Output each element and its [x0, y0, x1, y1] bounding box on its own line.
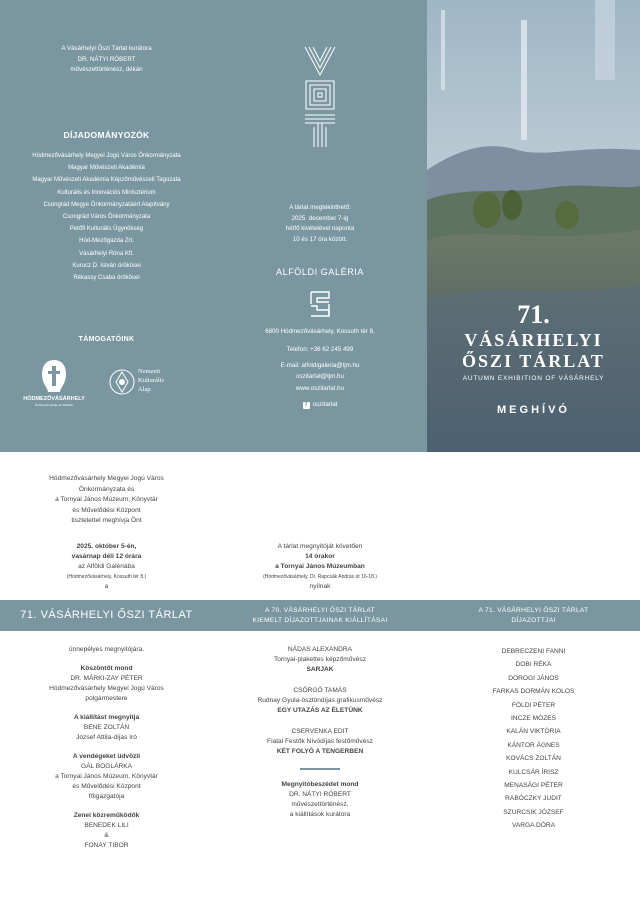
donor-item: Hód-Mezőgazda Zrt.: [79, 238, 134, 245]
laureate: INCZE MÓZES: [510, 715, 557, 723]
artist-name: NÁDAS ALEXANDRA: [287, 646, 353, 653]
visit-line: hétfő kivételével naponta: [285, 225, 355, 232]
place-suffix: a: [104, 583, 109, 590]
opener-label: A kiállítást megnyitja: [73, 714, 140, 721]
after-line: A tárlat megnyitóját követően: [277, 543, 363, 550]
section-band: [0, 600, 640, 631]
exhibition-title: KÉT FOLYÓ A TENGERBEN: [276, 748, 364, 755]
gallery-emails: [213, 361, 427, 382]
music-amp: &: [104, 832, 109, 839]
town-logo-tagline: Ösztönzött jövője az Alföldön: [34, 403, 74, 407]
closing-person: DR. NÁTYI RÓBERT: [289, 791, 351, 798]
artist-role: Fiatal Festők Nívódíjas festőművész: [267, 738, 373, 745]
laureate: VARGA DÓRA: [511, 822, 556, 830]
welcome-label: A vendégeket üdvözli: [72, 753, 141, 760]
laureate: KULCSÁR ÍRISZ: [508, 768, 559, 776]
after-address: (Hódmezővásárhely, Dr. Rapcsák András út 16-18.): [263, 574, 377, 580]
program-column: [0, 645, 213, 851]
opener-block: [0, 713, 213, 743]
music-person: BENEDEK LILI: [84, 822, 129, 829]
laureate: SZURCSIK JÓZSEF: [503, 808, 564, 816]
place-address: (Hódmezővásárhely, Kossuth tér 8.): [66, 574, 147, 580]
greeting-block: [0, 664, 213, 704]
donor-item: Csongrád Város Önkormányzata: [62, 214, 151, 221]
laureate: FARKAS DORMÁN KOLOS: [492, 688, 575, 696]
artist-name: CSÖRGŐ TAMÁS: [293, 687, 347, 694]
gallery-name: ALFÖLDI GALÉRIA: [275, 267, 365, 277]
donors-heading: DÍJADOMÁNYOZÓK: [63, 130, 150, 140]
hodmezovasarhely-logo: [22, 358, 86, 408]
closing-role: a kiállítások kurátora: [289, 811, 351, 818]
donor-item: Csongrád Megye Önkormányzatáért Alapítvány: [43, 201, 170, 208]
laureate: DEBRECZENI FANNI: [501, 648, 566, 655]
greeting-person: DR. MÁRKI-ZAY PÉTER: [70, 675, 143, 682]
artist-name: CSERVENKA EDIT: [291, 728, 349, 735]
nka-line: Kulturális: [138, 377, 164, 384]
gallery-address: 6800 Hódmezővásárhely, Kossuth tér 8.: [265, 328, 375, 335]
cover-panel: [427, 0, 640, 452]
greeting-role: Hódmezővásárhely Megyei Jogú Város: [49, 685, 164, 692]
laureate: DOBI RÉKA: [515, 661, 552, 669]
band-line: A 70. VÁSÁRHELYI ŐSZI TÁRLAT: [265, 607, 375, 614]
donor-item: Vásárhelyi Róna Kft.: [79, 250, 134, 257]
donor-item: Kurucz D. István örökösei: [72, 262, 141, 269]
artist-role: Rudnay Gyula-ösztöndíjas grafikusművész: [257, 697, 383, 704]
town-logo-name: HÓDMEZŐVÁSÁRHELY: [23, 396, 85, 402]
music-person: FONAY TIBOR: [84, 842, 129, 849]
gallery-phone: Telefon: +36 62 245 499: [286, 346, 354, 353]
nka-logo: [108, 362, 188, 402]
after-place: a Tornyai János Múzeumban: [275, 563, 365, 570]
band-line: KIEMELT DÍJAZOTTJAINAK KIÁLLÍTÁSAI: [252, 617, 388, 624]
laureate: KOVÁCS ZOLTÁN: [506, 755, 561, 763]
exhibition-title: SARJAK: [306, 666, 334, 673]
opener-role: József Attila-díjas író: [76, 734, 137, 741]
exhibition-title: EGY UTAZÁS AZ ÉLETÜNK: [277, 707, 363, 714]
invitation-intro: [0, 474, 213, 527]
intro-line: és Művelődési Központ: [72, 506, 141, 514]
welcome-block: [0, 752, 213, 802]
invitation-date: [0, 542, 213, 592]
invitation-after: [213, 542, 427, 592]
laureates-list: [427, 645, 640, 833]
curator-line: művészettörténész, dékán: [70, 66, 143, 73]
facebook-handle: oszitarlat: [312, 401, 338, 408]
laureate: MENASÁGI PÉTER: [504, 782, 563, 790]
welcome-role: a Tornyai János Múzeum, Könyvtár: [55, 773, 158, 780]
email-line[interactable]: E-mail: alfoldigaleria@tjm.hu: [280, 362, 360, 369]
invite-label: MEGHÍVÓ: [497, 404, 570, 416]
title-line1: VÁSÁRHELYI: [464, 330, 603, 350]
curator-line: DR. NÁTYI RÓBERT: [77, 55, 136, 63]
band-line: A 71. VÁSÁRHELYI ŐSZI TÁRLAT: [478, 607, 589, 614]
band-exhibitions-title: [213, 606, 427, 626]
band-line: DÍJAZOTTJAI: [511, 617, 556, 624]
intro-line: Önkormányzata és: [78, 485, 135, 493]
supporters-section: [0, 336, 213, 343]
exhibition-item: [213, 686, 427, 716]
email-line[interactable]: oszitarlat@tjm.hu: [296, 372, 344, 380]
visit-line: 10 és 17 óra között.: [292, 235, 348, 243]
curator-credit: [0, 44, 213, 76]
artist-role: Tornyai-plakettes képzőművész: [274, 656, 366, 663]
closing-role: művészettörténész,: [291, 801, 349, 808]
nka-line: Alap: [138, 386, 151, 393]
gallery-logo: [309, 290, 331, 318]
donor-item: Hódmezővásárhely Megyei Jogú Város Önkormányzata: [32, 153, 181, 159]
closing-label: Megnyitóbeszédet mond: [281, 781, 359, 788]
greeting-label: Köszöntőt mond: [80, 665, 133, 672]
date-line: 2025. október 5-én,: [76, 543, 137, 550]
cover-title: [427, 300, 640, 416]
exhibitions-column: [213, 645, 427, 820]
welcome-person: GÁL BOGLÁRKA: [80, 763, 133, 770]
opening-line: ünnepélyes megnyitójára.: [68, 646, 145, 653]
vot-emblem: [303, 45, 337, 149]
edition-number: 71.: [517, 300, 550, 329]
donors-section: [0, 130, 213, 284]
title-line2: ŐSZI TÁRLAT: [462, 351, 605, 371]
after-suffix: nyílnak: [309, 583, 331, 590]
exhibition-item: [213, 645, 427, 675]
music-label: Zenei közreműködők: [73, 812, 140, 819]
band-main-title: 71. VÁSÁRHELYI ŐSZI TÁRLAT: [20, 609, 193, 621]
opener-person: BENE ZOLTÁN: [83, 724, 130, 731]
website-link[interactable]: www.oszitarlat.hu: [295, 385, 345, 392]
visit-line: 2025. december 7-ig: [291, 214, 349, 222]
donor-item: Magyar Művészeti Akadémia: [68, 165, 145, 172]
divider: [300, 768, 340, 770]
facebook-link[interactable]: [213, 400, 427, 411]
after-time: 14 órakor: [305, 553, 335, 560]
music-block: [0, 811, 213, 851]
curator-line: A Vásárhelyi Őszi Tárlat kurátora: [61, 45, 152, 52]
welcome-role: főigazgatója: [88, 793, 125, 800]
donors-list: [0, 150, 213, 284]
place-line: az Alföldi Galériába: [78, 563, 135, 570]
closing-block: [213, 780, 427, 820]
visit-line: A tárlat megtekinthető:: [289, 204, 351, 211]
laureate: KALÁN VIKTÓRIA: [506, 728, 561, 736]
donor-item: Magyar Művészeti Akadémia Képzőművészeti Tagozata: [32, 177, 181, 184]
donor-item: Rékassy Csaba örökösei: [73, 275, 140, 282]
middle-panel: [213, 0, 427, 452]
donor-item: Kulturális és Innovációs Minisztérium: [57, 189, 156, 196]
supporters-heading: TÁMOGATÓINK: [78, 336, 135, 343]
greeting-role: polgármestere: [85, 695, 128, 702]
laureate: RABÓCZKY JUDIT: [505, 795, 562, 803]
laureate: KÁNTOR ÁGNES: [507, 741, 560, 749]
left-panel: [0, 0, 213, 452]
intro-line: Hódmezővásárhely Megyei Jogú Város: [49, 475, 164, 482]
facebook-icon: f: [303, 402, 310, 409]
welcome-role: és Művelődési Központ: [72, 783, 141, 790]
band-laureates-title: [427, 606, 640, 626]
english-subtitle: AUTUMN EXHIBITION OF VÁSÁRHELY: [462, 375, 605, 382]
intro-line: a Tornyai János Múzeum, Könyvtár: [55, 496, 158, 503]
time-line: vasárnap déli 12 órára: [71, 553, 142, 560]
exhibition-item: [213, 727, 427, 757]
laureate: FÖLDI PÉTER: [511, 701, 556, 709]
intro-line: tisztelettel meghívja Önt: [71, 517, 142, 524]
visiting-hours: [213, 203, 427, 245]
laureate: DOROGI JÁNOS: [508, 674, 559, 682]
donor-item: Petőfi Kulturális Ügynökség: [69, 226, 144, 233]
nka-line: Nemzeti: [138, 368, 161, 375]
